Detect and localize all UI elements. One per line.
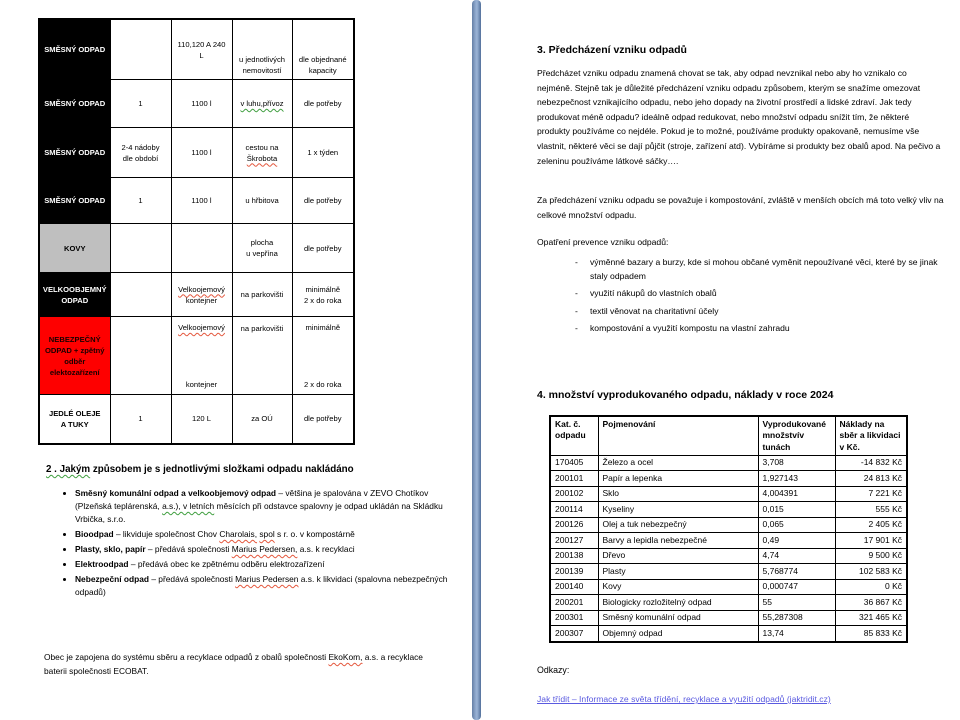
table-cell	[292, 395, 354, 444]
table-cell	[232, 80, 292, 128]
text-segment: u vepřína	[246, 249, 278, 258]
dash-item: - využití nákupů do vlastních obalů	[573, 286, 945, 300]
table-cell	[232, 317, 292, 395]
text-segment: minimálně	[305, 284, 341, 294]
table-cell: 200307	[550, 626, 598, 642]
column-header: Kat. č. odpadu	[550, 416, 598, 455]
page-divider-bar	[472, 0, 481, 720]
text-segment: u jednotlivých	[238, 55, 285, 64]
table-cell: 200114	[550, 502, 598, 518]
text-segment: Elektroodpad	[75, 559, 129, 569]
table-cell	[171, 395, 232, 444]
text-segment: a.s.), v letních	[162, 501, 215, 511]
table-cell	[232, 395, 292, 444]
text-segment: 2 . Jakým	[46, 464, 91, 475]
table-row	[550, 579, 907, 595]
table-cell	[110, 128, 171, 178]
table-cell: 9 500 Kč	[835, 548, 907, 564]
text-segment: – předává obec ke zpětnému odběru elektrozařízení	[128, 559, 325, 569]
text-segment: Škrobota	[246, 153, 278, 163]
table-cell: 85 833 Kč	[835, 626, 907, 642]
text-segment: dle potřeby	[303, 243, 342, 253]
table-cell: 36 867 Kč	[835, 595, 907, 611]
text-segment: kontejner	[185, 295, 218, 305]
text-segment: za OÚ	[251, 414, 273, 424]
section-4-heading: 4. množství vyprodukovaného odpadu, náklady v roce 2024	[537, 389, 834, 401]
text-segment: Obec je zapojena do systému sběru a recyklace odpadů z obalů společnosti	[44, 652, 329, 662]
text-segment: 2-4 nádoby	[121, 142, 160, 152]
text-segment: 110,120 A 240	[177, 39, 226, 49]
text-segment: 2 x do roka	[303, 295, 342, 305]
text-segment: kapacity	[308, 66, 337, 75]
table-cell	[232, 224, 292, 273]
prevention-measures-list	[573, 255, 945, 338]
table-cell	[110, 19, 171, 80]
table-cell	[292, 19, 354, 80]
text-segment: Bioodpad	[75, 529, 114, 539]
table-cell: 2 405 Kč	[835, 517, 907, 533]
table-cell	[110, 395, 171, 444]
text-segment: u hřbitova	[245, 196, 279, 205]
text-segment: a.s. a recyklace baterii společnosti ECOBAT.	[44, 652, 423, 676]
text-segment: – předává společnosti	[149, 574, 236, 584]
table-cell: Biologicky rozložitelný odpad	[598, 595, 758, 611]
table-cell: 1,927143	[758, 471, 835, 487]
table-cell	[171, 224, 232, 273]
table-cell: Barvy a lepidla nebezpečné	[598, 533, 758, 549]
table-cell: 4,004391	[758, 486, 835, 502]
text-segment: plocha	[250, 238, 274, 247]
table-cell: 0 Kč	[835, 579, 907, 595]
text-segment: měsících při odstavce spalovny je odpad ukládán na Skládku Vrbička, s.r.o.	[75, 501, 443, 524]
table-cell: 200201	[550, 595, 598, 611]
table-row	[550, 595, 907, 611]
waste-handling-bullet-list	[60, 487, 461, 601]
links-label: Odkazy:	[537, 665, 570, 675]
text-segment: L	[199, 50, 204, 60]
text-segment: Velkoojemový	[178, 323, 225, 332]
text-segment: Marius Pedersen,	[231, 544, 298, 554]
text-segment: a.s. k likvidaci (spalovna nebezpečných odpadů)	[75, 574, 448, 597]
table-row	[39, 128, 354, 178]
bullet-item	[75, 573, 461, 599]
text-segment: dle potřeby	[303, 414, 342, 424]
text-segment: s r. o. v kompostárně	[274, 529, 355, 539]
table-cell: 17 901 Kč	[835, 533, 907, 549]
table-cell: 13,74	[758, 626, 835, 642]
table-cell	[171, 19, 232, 80]
table-cell	[171, 128, 232, 178]
table-row	[550, 610, 907, 626]
dash-item: - textil věnovat na charitativní účely	[573, 304, 945, 318]
table-cell: 0,000747	[758, 579, 835, 595]
bullet-item	[75, 543, 461, 556]
text-segment: nemovitostí	[242, 66, 282, 75]
waste-collection-table	[38, 18, 355, 445]
text-segment: na parkovišti	[240, 290, 284, 299]
table-row	[39, 395, 354, 444]
section-3-heading: 3. Předcházení vzniku odpadů	[537, 44, 687, 56]
table-row	[550, 626, 907, 642]
table-cell: 55,287308	[758, 610, 835, 626]
text-segment: – většina je spalována v ZEVO Chotíkov (Plzeňská teplárenská,	[75, 488, 429, 511]
prevention-paragraph-1: Předcházet vzniku odpadu znamená chovat se tak, aby odpad nevznikal nebo aby ho vznikalo co nejméně. Stejně tak je důležité předcházení vzniku odpadu způsobem, kterým se snažíme omezovat nebezpečnost vznikajícího odpadu, nebo jeho dopady na životní prostředí a lidské zdraví. Jak tedy produkovat méně odpadu? ideálně odpad redukovat, nebo množství odpadu snížit tím, že některé produkty používáme co nejdéle. Pokud je to možné, používáme produkty opakovaně, nemusíme vše vlastnit, některé věci se dají půjčit (stroje, zařízení atd). Vybíráme si produkty bez obalů apod. Na pečivo a zeleninu používáme látkové sáčky….	[537, 68, 941, 166]
table-cell	[292, 317, 354, 395]
text-segment: kontejner	[185, 380, 218, 389]
table-cell: 55	[758, 595, 835, 611]
text-segment: minimálně	[305, 323, 341, 332]
table-cell	[292, 128, 354, 178]
text-segment: spol	[259, 529, 275, 539]
text-segment: 1	[138, 196, 143, 205]
table-cell: 170405	[550, 455, 598, 471]
table-row	[550, 533, 907, 549]
table-row	[39, 178, 354, 224]
text-segment: dle objednané	[298, 55, 347, 64]
text-segment: dle potřeby	[303, 99, 342, 108]
text-segment: Nebezpeční odpad	[75, 574, 149, 584]
text-segment: – likviduje společnost Chov	[113, 529, 220, 539]
table-cell	[171, 178, 232, 224]
waste-type-cell: SMĚSNÝ ODPAD	[39, 178, 110, 224]
text-segment: 120 L	[191, 414, 211, 424]
table-cell: Plasty	[598, 564, 758, 580]
text-segment: Velkoojemový	[178, 284, 225, 294]
table-cell: 200301	[550, 610, 598, 626]
table-cell: Sklo	[598, 486, 758, 502]
prevention-paragraph-2: Za předcházení vzniku odpadu se považuje i kompostování, zvláště v menších obcích má toto velký vliv na celkové množství odpadu.	[537, 195, 944, 220]
waste-production-table	[549, 415, 908, 643]
table-cell: 200140	[550, 579, 598, 595]
text-segment: Charolais,	[219, 529, 258, 539]
table-row	[550, 471, 907, 487]
table-cell: 200101	[550, 471, 598, 487]
table-cell: 0,015	[758, 502, 835, 518]
table-cell: Dřevo	[598, 548, 758, 564]
table-row	[550, 455, 907, 471]
waste-type-cell: JEDLÉ OLEJE A TUKY	[39, 395, 110, 444]
dash-item: - kompostování a využití kompostu na vlastní zahradu	[573, 321, 945, 335]
table-row	[550, 502, 907, 518]
table-cell: -14 832 Kč	[835, 455, 907, 471]
dash-item: - výměnné bazary a burzy, kde si mohou občané vyměnit nepoužívané věci, které by se jinak staly odpadem	[573, 255, 945, 283]
table-cell: 200127	[550, 533, 598, 549]
page-left	[0, 0, 472, 720]
section-2-heading	[46, 464, 446, 475]
text-segment: a.s. k recyklaci	[297, 544, 355, 554]
text-segment: na parkovišti	[240, 324, 284, 333]
table-cell: Kyseliny	[598, 502, 758, 518]
table-cell: 555 Kč	[835, 502, 907, 518]
waste-type-cell: KOVY	[39, 224, 110, 273]
table-cell: 3,708	[758, 455, 835, 471]
bullet-item	[75, 558, 461, 571]
table-cell: 102 583 Kč	[835, 564, 907, 580]
waste-type-cell: NEBEZPEČNÝ ODPAD + zpětný odběr elektozařízení	[39, 317, 110, 395]
text-segment: dle období	[122, 153, 159, 163]
jaktridit-hyperlink[interactable]: Jak třídit – Informace ze světa třídění, recyklace a využití odpadů (jaktridit.cz)	[537, 694, 831, 704]
text-segment: – předává společnosti	[145, 544, 232, 554]
column-header: Vyprodukované množstvív tunách	[758, 416, 835, 455]
waste-type-cell: VELKOOBJEMNÝ ODPAD	[39, 273, 110, 317]
column-header: Náklady na sběr a likvidaci v Kč.	[835, 416, 907, 455]
table-cell: Papír a lepenka	[598, 471, 758, 487]
table-row	[39, 317, 354, 395]
table-cell: 4,74	[758, 548, 835, 564]
table-row	[550, 517, 907, 533]
table-header-row	[550, 416, 907, 455]
table-cell: 5,768774	[758, 564, 835, 580]
text-segment: Směsný komunální odpad a velkoobjemový odpad	[75, 488, 277, 498]
table-row	[39, 19, 354, 80]
table-cell	[171, 273, 232, 317]
table-cell	[110, 80, 171, 128]
table-row	[39, 80, 354, 128]
table-row	[550, 548, 907, 564]
table-row	[39, 224, 354, 273]
table-cell: 200139	[550, 564, 598, 580]
table-row	[39, 273, 354, 317]
prevention-measures-label: Opatření prevence vzniku odpadů:	[537, 237, 669, 247]
table-cell	[292, 273, 354, 317]
table-cell: Železo a ocel	[598, 455, 758, 471]
table-cell: 200138	[550, 548, 598, 564]
table-cell	[232, 128, 292, 178]
waste-type-cell: SMĚSNÝ ODPAD	[39, 19, 110, 80]
text-segment: 1100 l	[191, 196, 212, 205]
table-cell: 0,49	[758, 533, 835, 549]
text-segment: 1	[138, 414, 143, 424]
table-cell: 200102	[550, 486, 598, 502]
ekokom-paragraph	[44, 651, 444, 678]
text-segment: 1100 l	[191, 148, 212, 157]
text-segment: v luhu,přívoz	[240, 99, 284, 108]
text-segment: způsobem je s jednotlivými složkami odpadu nakládáno	[90, 464, 354, 475]
table-cell: Kovy	[598, 579, 758, 595]
table-cell	[232, 178, 292, 224]
table-cell	[110, 273, 171, 317]
text-segment: 1 x týden	[307, 148, 339, 157]
text-segment: EkoKom,	[328, 652, 363, 662]
column-header: Pojmenování	[598, 416, 758, 455]
table-cell: 200126	[550, 517, 598, 533]
table-cell	[292, 224, 354, 273]
table-cell: Objemný odpad	[598, 626, 758, 642]
text-segment: dle potřeby	[303, 196, 342, 205]
text-segment: 1100 l	[191, 99, 212, 108]
text-segment: cestou na	[245, 142, 279, 152]
text-segment: Plasty, sklo, papír	[75, 544, 146, 554]
table-cell: 321 465 Kč	[835, 610, 907, 626]
bullet-item	[75, 528, 461, 541]
bullet-item	[75, 487, 461, 526]
text-segment: Marius Pedersen	[235, 574, 299, 584]
table-cell: 7 221 Kč	[835, 486, 907, 502]
waste-type-cell: SMĚSNÝ ODPAD	[39, 128, 110, 178]
table-cell	[110, 178, 171, 224]
table-cell	[292, 80, 354, 128]
table-cell	[171, 80, 232, 128]
table-row	[550, 564, 907, 580]
table-cell	[110, 317, 171, 395]
table-cell: 0,065	[758, 517, 835, 533]
table-cell	[292, 178, 354, 224]
table-cell: Olej a tuk nebezpečný	[598, 517, 758, 533]
table-cell	[232, 19, 292, 80]
table-cell	[110, 224, 171, 273]
table-cell: Směsný komunální odpad	[598, 610, 758, 626]
page-right	[481, 0, 960, 720]
waste-type-cell: SMĚSNÝ ODPAD	[39, 80, 110, 128]
text-segment: 2 x do roka	[303, 380, 342, 389]
table-cell	[171, 317, 232, 395]
table-cell: 24 813 Kč	[835, 471, 907, 487]
text-segment: 1	[138, 99, 143, 108]
table-cell	[232, 273, 292, 317]
table-row	[550, 486, 907, 502]
